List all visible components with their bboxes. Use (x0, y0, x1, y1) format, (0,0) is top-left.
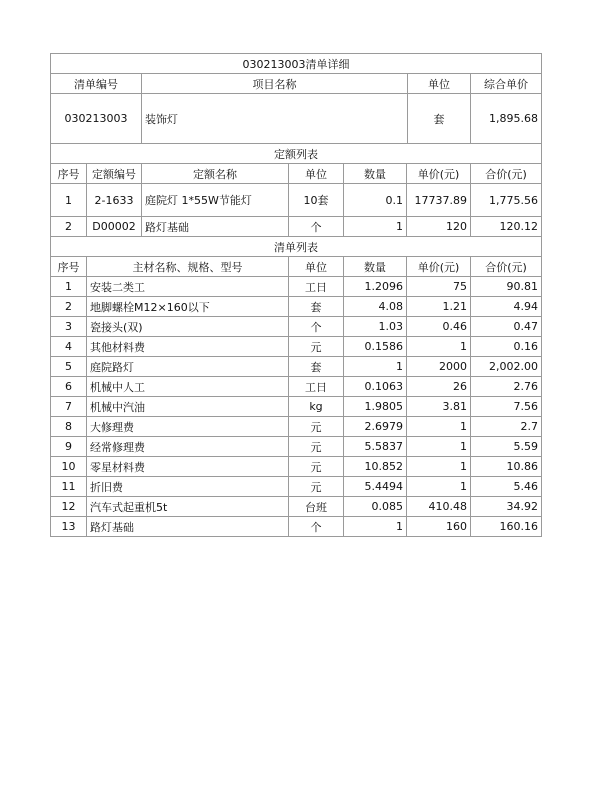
material-unit-price: 1 (407, 437, 471, 457)
row-index: 3 (51, 317, 87, 337)
material-unit: 工日 (289, 377, 344, 397)
table-row (51, 317, 542, 337)
quota-name: 庭院灯 1*55W节能灯 (142, 184, 289, 217)
material-total: 2.7 (471, 417, 542, 437)
row-index: 5 (51, 357, 87, 377)
row-index: 12 (51, 497, 87, 517)
material-unit-price: 1 (407, 417, 471, 437)
quota-unit: 个 (289, 217, 344, 237)
material-name: 大修理费 (87, 417, 289, 437)
material-qty: 4.08 (344, 297, 407, 317)
table-row (51, 277, 542, 297)
material-unit-price: 0.46 (407, 317, 471, 337)
col-code-header: 清单编号 (51, 74, 142, 94)
quota-code: D00002 (87, 217, 142, 237)
material-unit: 套 (289, 357, 344, 377)
material-name: 经常修理费 (87, 437, 289, 457)
page-title: 030213003清单详细 (51, 54, 542, 74)
material-name: 瓷接头(双) (87, 317, 289, 337)
quota-section-title: 定额列表 (51, 144, 542, 164)
row-index: 1 (51, 184, 87, 217)
material-name: 汽车式起重机5t (87, 497, 289, 517)
material-unit-price: 75 (407, 277, 471, 297)
material-unit-price: 1 (407, 457, 471, 477)
material-unit: 元 (289, 477, 344, 497)
quota-header-cell: 定额编号 (87, 164, 142, 184)
col-price-header: 综合单价 (471, 74, 542, 94)
material-total: 0.47 (471, 317, 542, 337)
material-unit-price: 26 (407, 377, 471, 397)
material-qty: 5.4494 (344, 477, 407, 497)
material-total: 4.94 (471, 297, 542, 317)
row-index: 2 (51, 217, 87, 237)
col-name-header: 项目名称 (142, 74, 408, 94)
quota-header-cell: 单价(元) (407, 164, 471, 184)
materials-body (51, 277, 542, 537)
table-row (51, 437, 542, 457)
table-row (51, 517, 542, 537)
material-qty: 10.852 (344, 457, 407, 477)
material-qty: 1 (344, 357, 407, 377)
quota-total: 120.12 (471, 217, 542, 237)
table-row (51, 357, 542, 377)
table-row (51, 184, 542, 217)
row-index: 2 (51, 297, 87, 317)
quota-qty: 0.1 (344, 184, 407, 217)
material-total: 5.59 (471, 437, 542, 457)
material-name: 地脚螺栓M12×160以下 (87, 297, 289, 317)
material-unit: 个 (289, 517, 344, 537)
material-unit-price: 2000 (407, 357, 471, 377)
row-index: 1 (51, 277, 87, 297)
table-row (51, 477, 542, 497)
material-name: 庭院路灯 (87, 357, 289, 377)
material-name: 其他材料费 (87, 337, 289, 357)
row-index: 7 (51, 397, 87, 417)
material-unit-price: 1.21 (407, 297, 471, 317)
material-name: 安装二类工 (87, 277, 289, 297)
col-unit-header: 单位 (408, 74, 471, 94)
materials-header-cell: 序号 (51, 257, 87, 277)
quota-header-cell: 合价(元) (471, 164, 542, 184)
item-price: 1,895.68 (471, 94, 542, 144)
material-total: 5.46 (471, 477, 542, 497)
material-qty: 1.2096 (344, 277, 407, 297)
table-row (51, 397, 542, 417)
quota-unit: 10套 (289, 184, 344, 217)
quota-qty: 1 (344, 217, 407, 237)
material-unit: 台班 (289, 497, 344, 517)
material-unit: 工日 (289, 277, 344, 297)
material-qty: 0.1063 (344, 377, 407, 397)
material-qty: 5.5837 (344, 437, 407, 457)
row-index: 4 (51, 337, 87, 357)
material-name: 折旧费 (87, 477, 289, 497)
quota-total: 1,775.56 (471, 184, 542, 217)
material-total: 160.16 (471, 517, 542, 537)
material-unit: 个 (289, 317, 344, 337)
row-index: 8 (51, 417, 87, 437)
material-unit: 元 (289, 337, 344, 357)
material-qty: 0.1586 (344, 337, 407, 357)
material-unit: kg (289, 397, 344, 417)
material-unit: 套 (289, 297, 344, 317)
table-row (51, 497, 542, 517)
table-row (51, 297, 542, 317)
materials-header-cell: 单价(元) (407, 257, 471, 277)
material-name: 路灯基础 (87, 517, 289, 537)
quota-unit-price: 120 (407, 217, 471, 237)
materials-header-cell: 主材名称、规格、型号 (87, 257, 289, 277)
table-row (51, 417, 542, 437)
row-index: 10 (51, 457, 87, 477)
material-total: 34.92 (471, 497, 542, 517)
item-summary-table (50, 53, 542, 144)
materials-section-title: 清单列表 (51, 237, 542, 257)
materials-header-cell: 合价(元) (471, 257, 542, 277)
material-total: 2.76 (471, 377, 542, 397)
material-name: 零星材料费 (87, 457, 289, 477)
table-row (51, 457, 542, 477)
material-name: 机械中人工 (87, 377, 289, 397)
material-name: 机械中汽油 (87, 397, 289, 417)
quota-code: 2-1633 (87, 184, 142, 217)
materials-header-cell: 数量 (344, 257, 407, 277)
material-qty: 1.03 (344, 317, 407, 337)
material-qty: 0.085 (344, 497, 407, 517)
material-qty: 1.9805 (344, 397, 407, 417)
material-unit: 元 (289, 437, 344, 457)
material-unit-price: 1 (407, 337, 471, 357)
quota-header-cell: 定额名称 (142, 164, 289, 184)
row-index: 13 (51, 517, 87, 537)
material-unit-price: 3.81 (407, 397, 471, 417)
quota-header-cell: 单位 (289, 164, 344, 184)
item-unit: 套 (408, 94, 471, 144)
item-name: 装饰灯 (142, 94, 408, 144)
item-code: 030213003 (51, 94, 142, 144)
row-index: 9 (51, 437, 87, 457)
material-qty: 2.6979 (344, 417, 407, 437)
material-unit-price: 160 (407, 517, 471, 537)
table-row (51, 337, 542, 357)
materials-table (50, 236, 542, 537)
material-total: 7.56 (471, 397, 542, 417)
material-unit-price: 1 (407, 477, 471, 497)
row-index: 11 (51, 477, 87, 497)
material-total: 10.86 (471, 457, 542, 477)
material-unit: 元 (289, 457, 344, 477)
table-row (51, 377, 542, 397)
material-unit-price: 410.48 (407, 497, 471, 517)
quota-header-cell: 数量 (344, 164, 407, 184)
row-index: 6 (51, 377, 87, 397)
quota-table (50, 143, 542, 237)
materials-header-cell: 单位 (289, 257, 344, 277)
material-total: 2,002.00 (471, 357, 542, 377)
material-total: 90.81 (471, 277, 542, 297)
table-row (51, 217, 542, 237)
material-qty: 1 (344, 517, 407, 537)
quota-header-cell: 序号 (51, 164, 87, 184)
quota-unit-price: 17737.89 (407, 184, 471, 217)
quota-name: 路灯基础 (142, 217, 289, 237)
material-total: 0.16 (471, 337, 542, 357)
material-unit: 元 (289, 417, 344, 437)
